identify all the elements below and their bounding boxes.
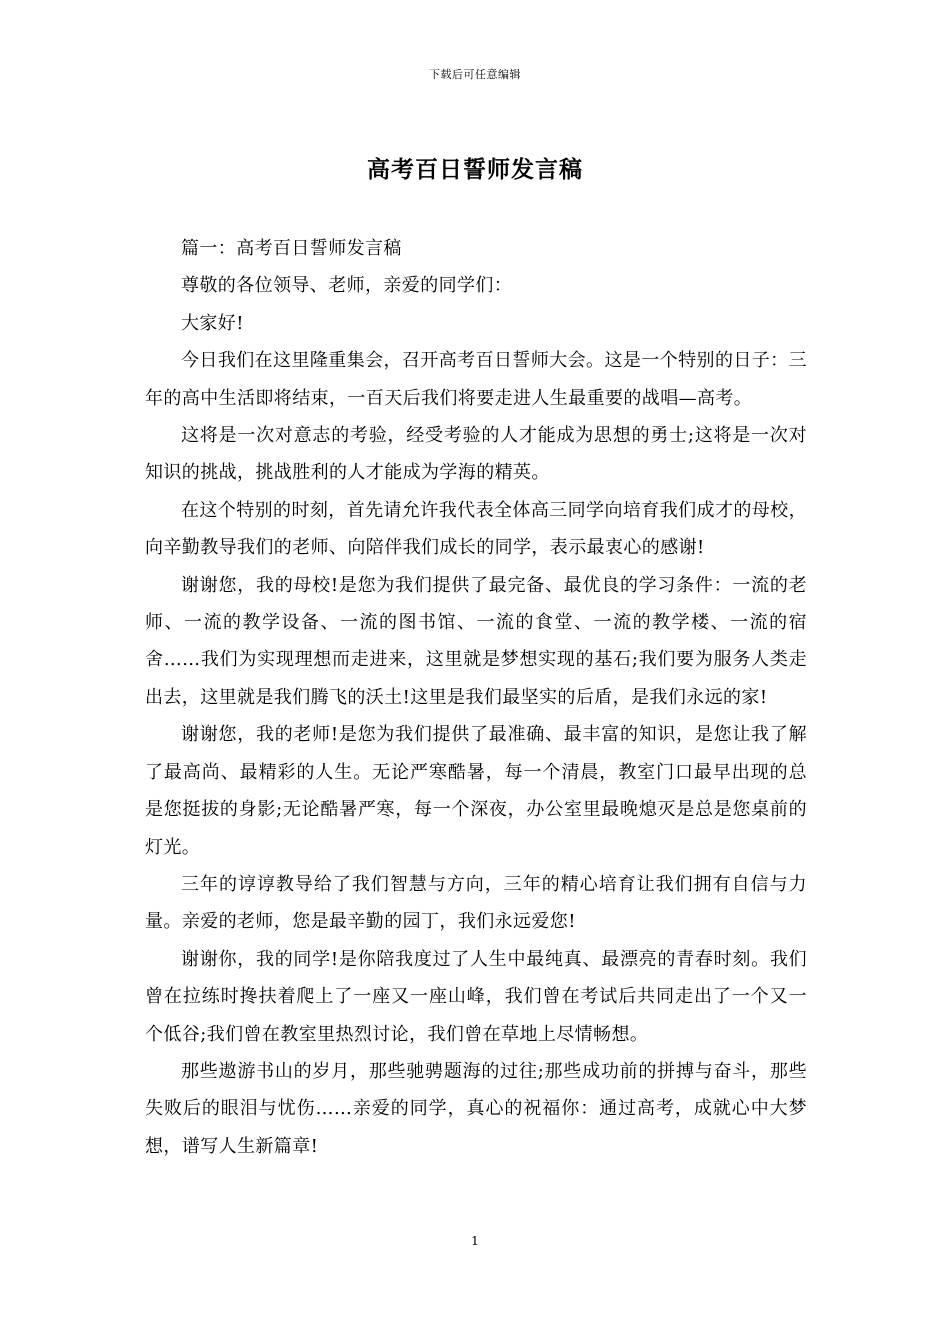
paragraph-section-heading: 篇一：高考百日誓师发言稿 <box>181 238 402 259</box>
paragraph-salutation: 尊敬的各位领导、老师，亲爱的同学们： <box>181 275 513 297</box>
header-note: 下载后可任意编辑 <box>429 68 521 81</box>
paragraph-greeting: 大家好! <box>181 312 244 334</box>
paragraph: 这将是一次对意志的考验，经受考验的人才能成为思想的勇士;这将是一次对知识的挑战，挑战胜利的人才能成为学海的精英。 <box>145 425 807 484</box>
paragraph: 那些遨游书山的岁月，那些驰骋题海的过往;那些成功前的拼搏与奋斗，那些失败后的眼泪与忧伤……亲爱的同学，真心的祝福你：通过高考，成就心中大梦想，谱写人生新篇章! <box>145 1060 807 1157</box>
paragraph: 谢谢您，我的母校!是您为我们提供了最完备、最优良的学习条件：一流的老师、一流的教学设备、一流的图书馆、一流的食堂、一流的教学楼、一流的宿舍……我们为实现理想而走进来，这里就是梦想实现的基石;我们要为服务人类走出去，这里就是我们腾飞的沃土!这里是我们最坚实的后盾，是我们永远的家! <box>145 574 807 708</box>
page-number: 1 <box>471 1234 479 1248</box>
paragraph: 在这个特别的时刻，首先请允许我代表全体高三同学向培育我们成才的母校，向辛勤教导我们的老师、向陪伴我们成长的同学，表示最衷心的感谢! <box>145 499 807 559</box>
document-title: 高考百日誓师发言稿 <box>367 156 583 183</box>
paragraph: 三年的谆谆教导给了我们智慧与方向，三年的精心培育让我们拥有自信与力量。亲爱的老师，您是最辛勤的园丁，我们永远爱您! <box>145 873 807 933</box>
paragraph: 谢谢您，我的老师!是您为我们提供了最准确、最丰富的知识，是您让我了解了最高尚、最精彩的人生。无论严寒酷暑，每一个清晨，教室门口最早出现的总是您挺拔的身影;无论酷暑严寒，每一个深夜，办公室里最晚熄灭是总是您桌前的灯光。 <box>145 724 807 858</box>
paragraph: 谢谢你，我的同学!是你陪我度过了人生中最纯真、最漂亮的青春时刻。我们曾在拉练时搀扶着爬上了一座又一座山峰，我们曾在考试后共同走出了一个又一个低谷;我们曾在教室里热烈讨论，我们曾在草地上尽情畅想。 <box>145 948 807 1045</box>
document-body <box>145 230 807 1165</box>
paragraph: 今日我们在这里隆重集会，召开高考百日誓师大会。这是一个特别的日子：三年的高中生活即将结束，一百天后我们将要走进人生最重要的战唱—高考。 <box>145 350 807 409</box>
